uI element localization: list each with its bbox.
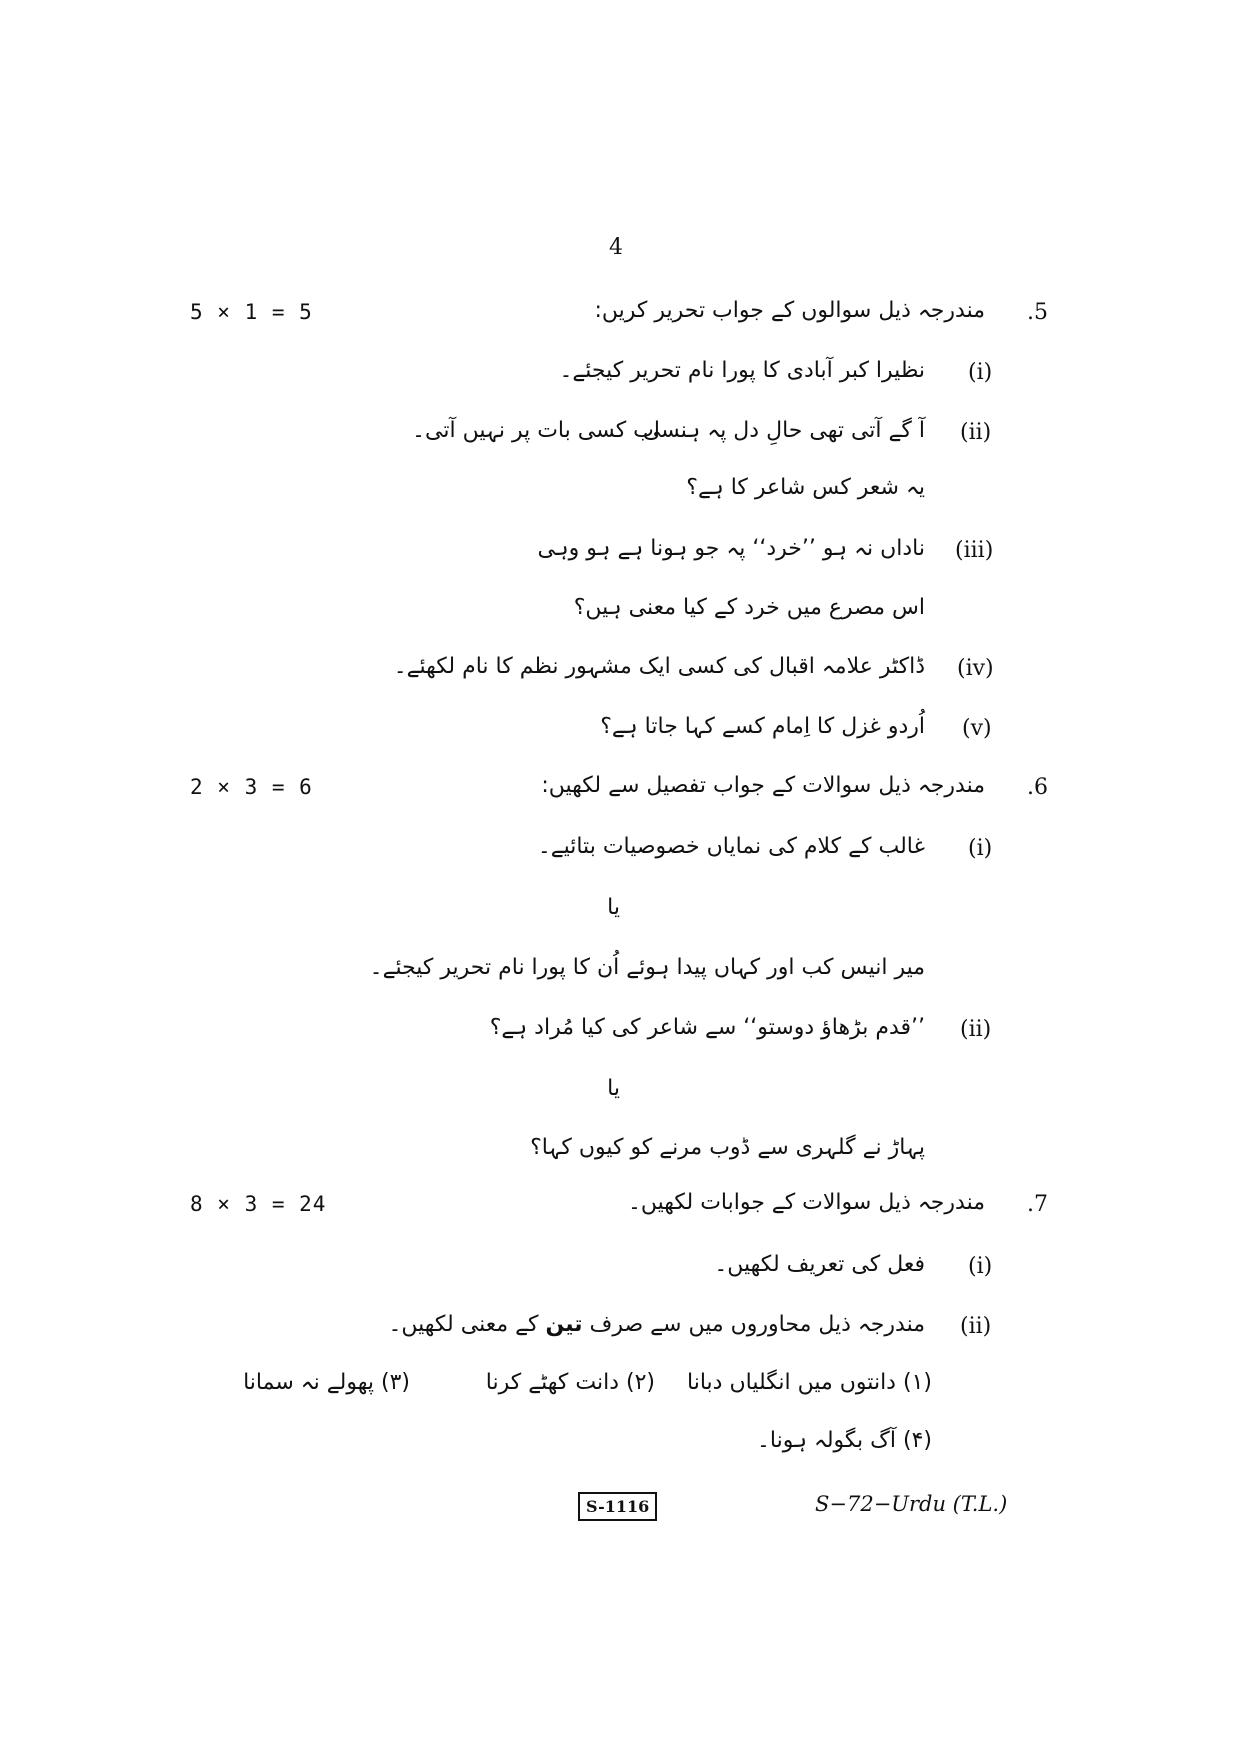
- q5-iv-text: ڈاکٹر علامہ اقبال کی کسی ایک مشہور نظم کا نام لکھئے۔: [393, 654, 925, 679]
- q5-i-label: (i): [968, 360, 993, 385]
- q5-ii-question: یہ شعر کس شاعر کا ہے؟: [686, 475, 925, 500]
- q7-i-label: (i): [968, 1254, 993, 1279]
- q6-heading: مندرجہ ذیل سوالات کے جواب تفصیل سے لکھیں:: [541, 773, 985, 798]
- q6-ii-or: یا: [607, 1076, 620, 1101]
- q6-ii-text: ’’قدم بڑھاؤ دوستو‘‘ سے شاعر کی کیا مُراد ہے؟: [489, 1015, 925, 1040]
- q5-marks: 5 × 1 = 5: [190, 300, 313, 324]
- idiom-2-number: (۲): [625, 1370, 655, 1395]
- idiom-4-number: (۴): [902, 1428, 932, 1453]
- q6-ii-alt: پہاڑ نے گلہری سے ڈوب مرنے کو کیوں کہا؟: [530, 1135, 925, 1160]
- idiom-1-text: دانتوں میں انگلیاں دبانا: [687, 1370, 896, 1395]
- idiom-4-text: آگ بگولہ ہونا۔: [756, 1428, 896, 1453]
- q7-heading: مندرجہ ذیل سوالات کے جوابات لکھیں۔: [627, 1190, 985, 1215]
- idiom-1: [687, 1370, 932, 1395]
- q5-ii-verse-a: آ گے آتی تھی حالِ دل پہ ہنسی: [642, 418, 925, 443]
- q7-ii-text-pre: مندرجہ ذیل محاوروں میں سے صرف: [589, 1312, 925, 1337]
- q6-marks: 2 × 3 = 6: [190, 775, 313, 799]
- q5-iii-label: (iii): [955, 538, 994, 563]
- q7-i-text: فعل کی تعریف لکھیں۔: [714, 1252, 925, 1277]
- q7-ii-text-bold: تین: [545, 1312, 583, 1337]
- idiom-2: [486, 1370, 655, 1395]
- q7-marks: 8 × 3 = 24: [190, 1192, 327, 1216]
- q5-v-label: (v): [962, 716, 992, 741]
- q6-i-or: یا: [607, 895, 620, 920]
- q5-heading: مندرجہ ذیل سوالوں کے جواب تحریر کریں:: [594, 298, 985, 323]
- q5-ii-verse-b: اب کسی بات پر نہیں آتی۔: [412, 418, 660, 443]
- q5-iii-verse: ناداں نہ ہو ’’خرد‘‘ پہ جو ہونا ہے ہو وہی: [537, 536, 925, 561]
- q6-i-text: غالب کے کلام کی نمایاں خصوصیات بتائیے۔: [537, 834, 925, 859]
- idiom-1-number: (۱): [902, 1370, 932, 1395]
- q6-i-label: (i): [968, 836, 993, 861]
- q6-ii-label: (ii): [960, 1017, 992, 1042]
- q5-number: .5: [1027, 300, 1048, 325]
- idiom-2-text: دانت کھٹے کرنا: [485, 1370, 619, 1395]
- q7-ii-text: [388, 1312, 925, 1337]
- q5-ii-label: (ii): [960, 420, 992, 445]
- q5-i-text: نظیرا کبر آبادی کا پورا نام تحریر کیجئے۔: [559, 358, 925, 383]
- q7-number: .7: [1027, 1192, 1048, 1217]
- paper-code: S-1116: [578, 1492, 657, 1521]
- idiom-3: [243, 1370, 410, 1395]
- q5-iii-question: اس مصرع میں خرد کے کیا معنی ہیں؟: [573, 595, 925, 620]
- q5-iv-label: (iv): [957, 656, 994, 681]
- q7-ii-label: (ii): [960, 1314, 992, 1339]
- q5-v-text: اُردو غزل کا اِمام کسے کہا جاتا ہے؟: [600, 714, 925, 739]
- page-number: 4: [609, 235, 623, 260]
- q7-ii-text-post: کے معنی لکھیں۔: [388, 1312, 539, 1337]
- idiom-4: [757, 1428, 932, 1453]
- q6-i-alt: میر انیس کب اور کہاں پیدا ہوئے اُن کا پورا نام تحریر کیجئے۔: [369, 955, 925, 980]
- paper-title: S−72−Urdu (T.L.): [815, 1492, 1008, 1516]
- idiom-3-text: پھولے نہ سمانا: [243, 1370, 374, 1395]
- idiom-3-number: (۳): [380, 1370, 410, 1395]
- q6-number: .6: [1027, 775, 1048, 800]
